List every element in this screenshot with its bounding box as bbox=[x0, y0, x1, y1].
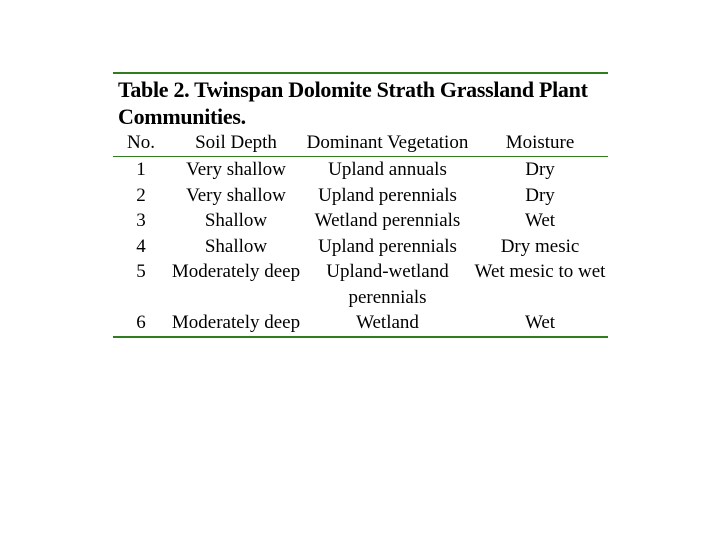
cell-soil-depth: Moderately deep bbox=[169, 310, 303, 337]
cell-soil-depth: Shallow bbox=[204, 235, 268, 257]
table-row bbox=[113, 157, 608, 183]
cell-dominant-vegetation: Upland-wetland perennials bbox=[326, 261, 449, 308]
table-row bbox=[113, 310, 608, 337]
cell-moisture: Dry bbox=[525, 184, 555, 206]
cell-no: 6 bbox=[113, 310, 169, 337]
cell-dominant-vegetation: Upland perennials bbox=[318, 235, 457, 257]
data-table bbox=[113, 130, 608, 338]
table-block bbox=[113, 72, 608, 338]
cell-no: 1 bbox=[136, 159, 146, 180]
table-row bbox=[113, 183, 608, 209]
table-title: Table 2. Twinspan Dolomite Strath Grassland Plant Communities. bbox=[118, 77, 588, 129]
table-row bbox=[113, 208, 608, 234]
cell-dominant-vegetation: Upland annuals bbox=[328, 159, 447, 180]
cell-no: 5 bbox=[136, 261, 146, 282]
cell-no: 3 bbox=[136, 210, 146, 231]
cell-dominant-vegetation: Wetland perennials bbox=[314, 210, 461, 231]
header-row bbox=[113, 130, 608, 157]
cell-soil-depth: Shallow bbox=[204, 210, 268, 231]
table-row bbox=[113, 234, 608, 260]
cell-moisture: Dry mesic bbox=[500, 235, 580, 257]
cell-moisture: Wet bbox=[524, 210, 556, 231]
cell-no: 4 bbox=[136, 235, 146, 257]
cell-moisture: Wet bbox=[472, 310, 608, 337]
cell-dominant-vegetation: Upland perennials bbox=[318, 184, 457, 206]
column-header-moisture: Moisture bbox=[472, 130, 608, 157]
column-header-soil-depth: Soil Depth bbox=[169, 130, 303, 157]
cell-soil-depth: Moderately deep bbox=[171, 261, 301, 282]
cell-moisture: Dry bbox=[525, 159, 555, 180]
cell-no: 2 bbox=[136, 184, 146, 206]
cell-dominant-vegetation: Wetland bbox=[303, 310, 472, 337]
column-header-no: No. bbox=[113, 130, 169, 157]
column-header-dominant-vegetation: Dominant Vegetation bbox=[303, 130, 472, 157]
cell-soil-depth: Very shallow bbox=[186, 184, 286, 206]
cell-soil-depth: Very shallow bbox=[186, 159, 286, 180]
cell-moisture: Wet mesic to wet bbox=[474, 261, 606, 282]
table-row bbox=[113, 259, 608, 310]
